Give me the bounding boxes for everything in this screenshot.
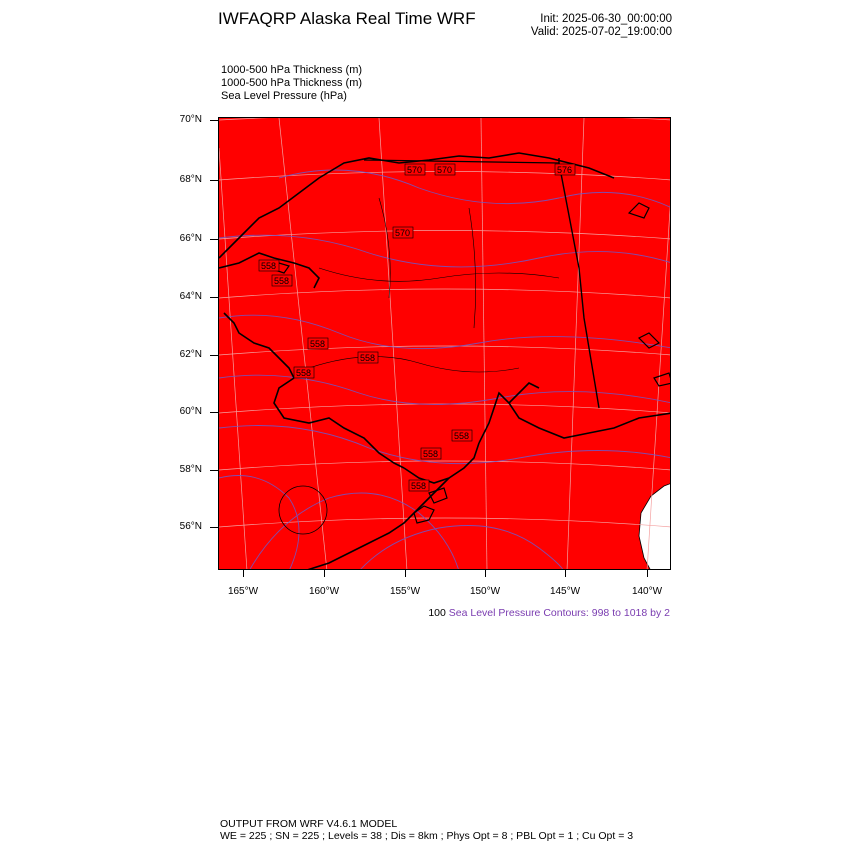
lat-tick bbox=[210, 355, 218, 356]
contour-label bbox=[555, 164, 575, 175]
lat-tick bbox=[210, 470, 218, 471]
map-panel bbox=[218, 117, 671, 570]
contour-label-text: 570 bbox=[395, 228, 411, 238]
lat-label: 70°N bbox=[179, 114, 202, 125]
valid-time: Valid: 2025-07-02_19:00:00 bbox=[530, 26, 672, 38]
variable-thickness-2: 1000-500 hPa Thickness (m) bbox=[221, 77, 363, 89]
lat-tick bbox=[210, 180, 218, 181]
lat-label: 64°N bbox=[179, 291, 202, 302]
lat-tick bbox=[210, 120, 218, 121]
contour-label bbox=[405, 164, 425, 175]
contour-label-text: 570 bbox=[437, 165, 453, 175]
lat-label: 62°N bbox=[179, 349, 202, 360]
contour-label-text: 576 bbox=[557, 165, 573, 175]
contour-label bbox=[393, 227, 413, 238]
legend-text: Sea Level Pressure Contours: 998 to 1018 by 2 bbox=[448, 607, 670, 619]
init-time: Init: 2025-06-30_00:00:00 bbox=[540, 13, 672, 25]
thickness-fill bbox=[219, 118, 671, 570]
contour-label bbox=[294, 367, 314, 378]
lat-tick bbox=[210, 412, 218, 413]
contour-label bbox=[435, 164, 455, 175]
variable-list bbox=[221, 64, 362, 103]
lat-label: 58°N bbox=[179, 464, 202, 475]
contour-legend bbox=[428, 607, 670, 619]
plot-title: IWFAQRP Alaska Real Time WRF bbox=[218, 9, 476, 28]
contour-label bbox=[308, 338, 328, 349]
contour-label-text: 570 bbox=[407, 165, 423, 175]
contour-label-text: 558 bbox=[411, 481, 427, 491]
footer-config: WE = 225 ; SN = 225 ; Levels = 38 ; Dis = 8km ; Phys Opt = 8 ; PBL Opt = 1 ; Cu Opt = 3 bbox=[220, 830, 634, 842]
contour-label-text: 558 bbox=[274, 276, 290, 286]
contour-label-text: 558 bbox=[454, 431, 470, 441]
lon-tick bbox=[243, 570, 244, 577]
lat-tick bbox=[210, 239, 218, 240]
contour-label bbox=[409, 480, 429, 491]
lon-label: 155°W bbox=[389, 586, 421, 597]
lon-label: 150°W bbox=[469, 586, 501, 597]
lat-label: 66°N bbox=[179, 233, 202, 244]
lat-label: 68°N bbox=[179, 174, 202, 185]
contour-label bbox=[259, 260, 279, 271]
legend-value: 100 bbox=[428, 607, 446, 619]
lon-label: 145°W bbox=[549, 586, 581, 597]
contour-label-text: 558 bbox=[296, 368, 312, 378]
lon-label: 165°W bbox=[227, 586, 259, 597]
lon-tick bbox=[647, 570, 648, 577]
contour-label bbox=[272, 275, 292, 286]
contour-label bbox=[358, 352, 378, 363]
lon-tick bbox=[405, 570, 406, 577]
map-canvas bbox=[219, 118, 671, 570]
lat-tick bbox=[210, 297, 218, 298]
lat-label: 56°N bbox=[179, 521, 202, 532]
footer-model: OUTPUT FROM WRF V4.6.1 MODEL bbox=[220, 818, 398, 830]
contour-label bbox=[421, 448, 441, 459]
lon-tick bbox=[485, 570, 486, 577]
contour-label-text: 558 bbox=[261, 261, 277, 271]
lon-label: 140°W bbox=[631, 586, 663, 597]
variable-thickness-1: 1000-500 hPa Thickness (m) bbox=[221, 64, 363, 76]
variable-slp: Sea Level Pressure (hPa) bbox=[221, 90, 347, 102]
lon-tick bbox=[565, 570, 566, 577]
contour-label-text: 558 bbox=[423, 449, 439, 459]
model-footer bbox=[220, 818, 633, 842]
lat-label: 60°N bbox=[179, 406, 202, 417]
time-info bbox=[531, 13, 672, 39]
contour-label-text: 558 bbox=[360, 353, 376, 363]
lon-label: 160°W bbox=[308, 586, 340, 597]
contour-label bbox=[452, 430, 472, 441]
lon-tick bbox=[324, 570, 325, 577]
lat-tick bbox=[210, 527, 218, 528]
contour-label-text: 558 bbox=[310, 339, 326, 349]
